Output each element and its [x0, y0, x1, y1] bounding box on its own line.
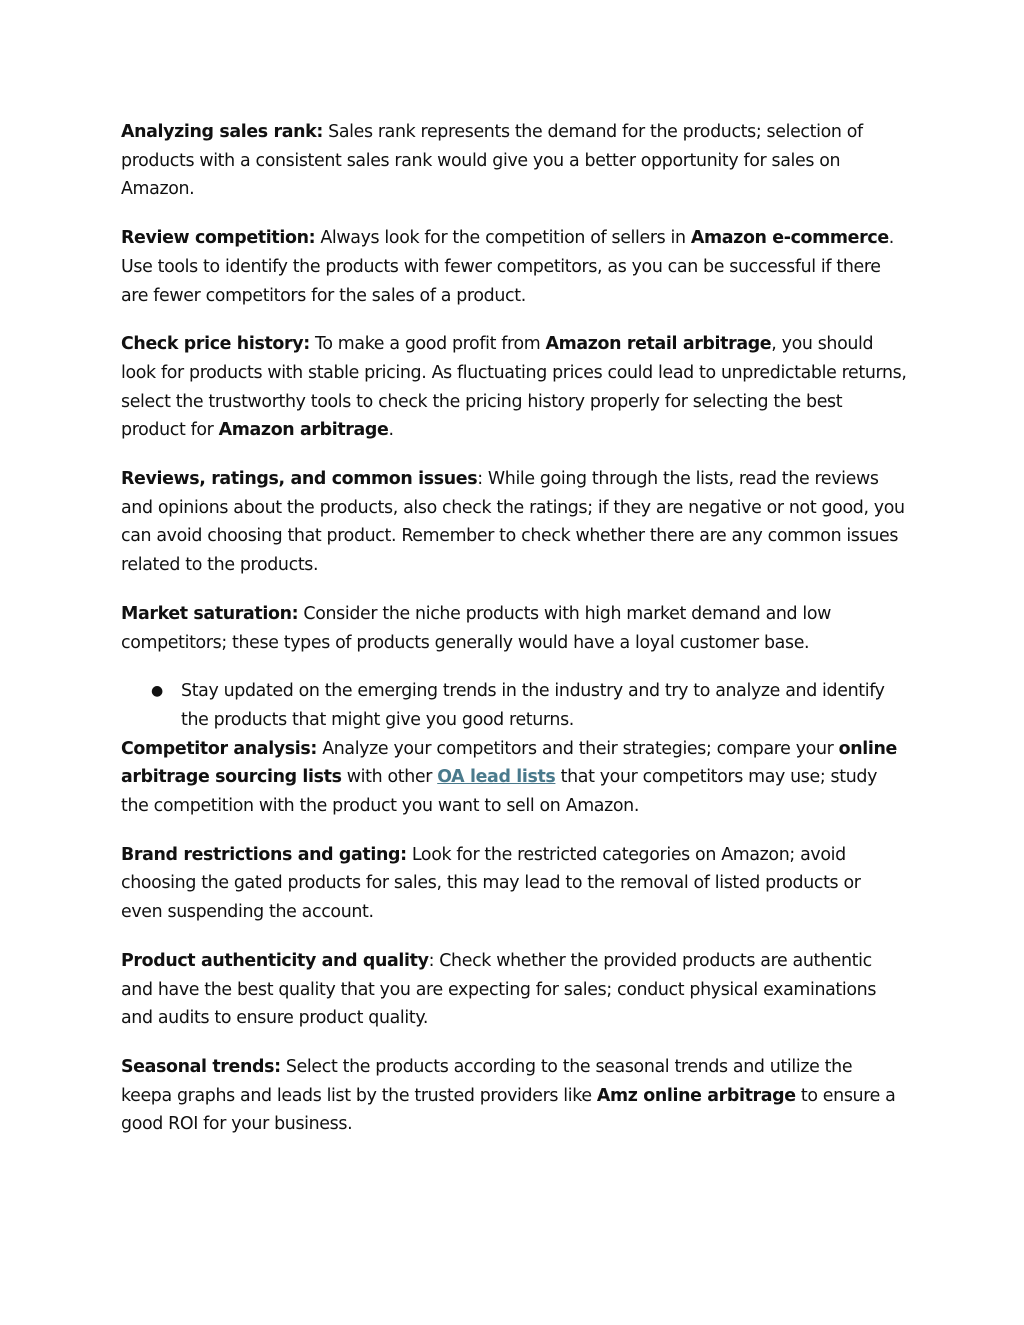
text-check-price-history-b: , you should look for products with stable pricing. As fluctuating prices could lead to unpredictable returns, select the trustworthy tools to check the pricing history properly for selecting the best product for — [121, 334, 907, 441]
heading-competitor-analysis: Competitor analysis: — [121, 738, 318, 759]
text-analyzing-sales-rank: Sales rank represents the demand for the products; selection of products with a consistent sales rank would give you a better opportunity for sales on Amazon. — [121, 122, 863, 200]
bullet-icon: ● — [151, 683, 163, 700]
paragraph-seasonal-trends — [121, 1053, 907, 1139]
text-market-saturation: Consider the niche products with high market demand and low competitors; these types of products generally would have a loyal customer base. — [121, 603, 832, 653]
paragraph-analyzing-sales-rank — [121, 118, 907, 204]
paragraph-competitor-analysis — [121, 735, 907, 821]
paragraph-market-saturation — [121, 600, 907, 657]
heading-check-price-history: Check price history: — [121, 334, 310, 355]
heading-seasonal-trends: Seasonal trends: — [121, 1056, 281, 1077]
text-seasonal-trends-a: Select the products according to the seasonal trends and utilize the keepa graphs and leads list by the trusted providers like — [121, 1056, 853, 1106]
text-product-authenticity: : Check whether the provided products are authentic and have the best quality that you are expecting for sales; conduct physical examinations and audits to ensure product quality. — [121, 950, 877, 1029]
text-brand-restrictions: Look for the restricted categories on Amazon; avoid choosing the gated products for sales, this may lead to the removal of listed products or even suspending the account. — [121, 844, 861, 923]
paragraph-check-price-history — [121, 330, 907, 445]
heading-product-authenticity: Product authenticity and quality — [121, 950, 429, 971]
bold-amazon-arbitrage: Amazon arbitrage — [218, 420, 389, 441]
paragraph-product-authenticity — [121, 947, 907, 1033]
text-check-price-history-c: . — [388, 420, 394, 441]
paragraph-brand-restrictions — [121, 841, 907, 927]
document-page — [121, 118, 907, 1159]
bold-amz-online-arbitrage: Amz online arbitrage — [596, 1085, 796, 1106]
heading-reviews-ratings: Reviews, ratings, and common issues — [121, 469, 478, 490]
text-competitor-analysis-b: with other — [341, 767, 438, 788]
text-competitor-analysis-a: Analyze your competitors and their strategies; compare your — [317, 738, 839, 759]
bold-amazon-retail-arbitrage: Amazon retail arbitrage — [545, 334, 772, 355]
heading-review-competition: Review competition: — [121, 228, 316, 249]
text-review-competition-b: . Use tools to identify the products with fewer competitors, as you can be successful if there are fewer competitors for the sales of a product. — [121, 228, 894, 306]
paragraph-review-competition — [121, 224, 907, 310]
bold-online-arbitrage-sourcing-lists: online arbitrage sourcing lists — [121, 738, 897, 788]
bullet-list — [121, 677, 907, 734]
bullet-text: Stay updated on the emerging trends in the industry and try to analyze and identify the products that might give you good returns. — [181, 681, 885, 730]
text-seasonal-trends-b: to ensure a good ROI for your business. — [121, 1085, 896, 1135]
text-competitor-analysis-c: that your competitors may use; study the competition with the product you want to sell on Amazon. — [121, 767, 878, 817]
list-item — [121, 677, 907, 734]
bold-amazon-ecommerce: Amazon e-commerce — [690, 228, 889, 249]
oa-lead-lists-link[interactable]: OA lead lists — [437, 767, 556, 788]
text-check-price-history-a: To make a good profit from — [309, 334, 546, 355]
text-reviews-ratings: : While going through the lists, read the reviews and opinions about the products, also check the ratings; if they are negative or not good, you can avoid choosing that product. Remember to check whether there are any common issues related to the products. — [121, 469, 905, 576]
heading-brand-restrictions: Brand restrictions and gating: — [121, 844, 407, 865]
heading-analyzing-sales-rank: Analyzing sales rank: — [121, 122, 323, 142]
text-review-competition-a: Always look for the competition of sellers in — [315, 228, 691, 249]
heading-market-saturation: Market saturation: — [121, 603, 299, 624]
paragraph-reviews-ratings — [121, 465, 907, 580]
